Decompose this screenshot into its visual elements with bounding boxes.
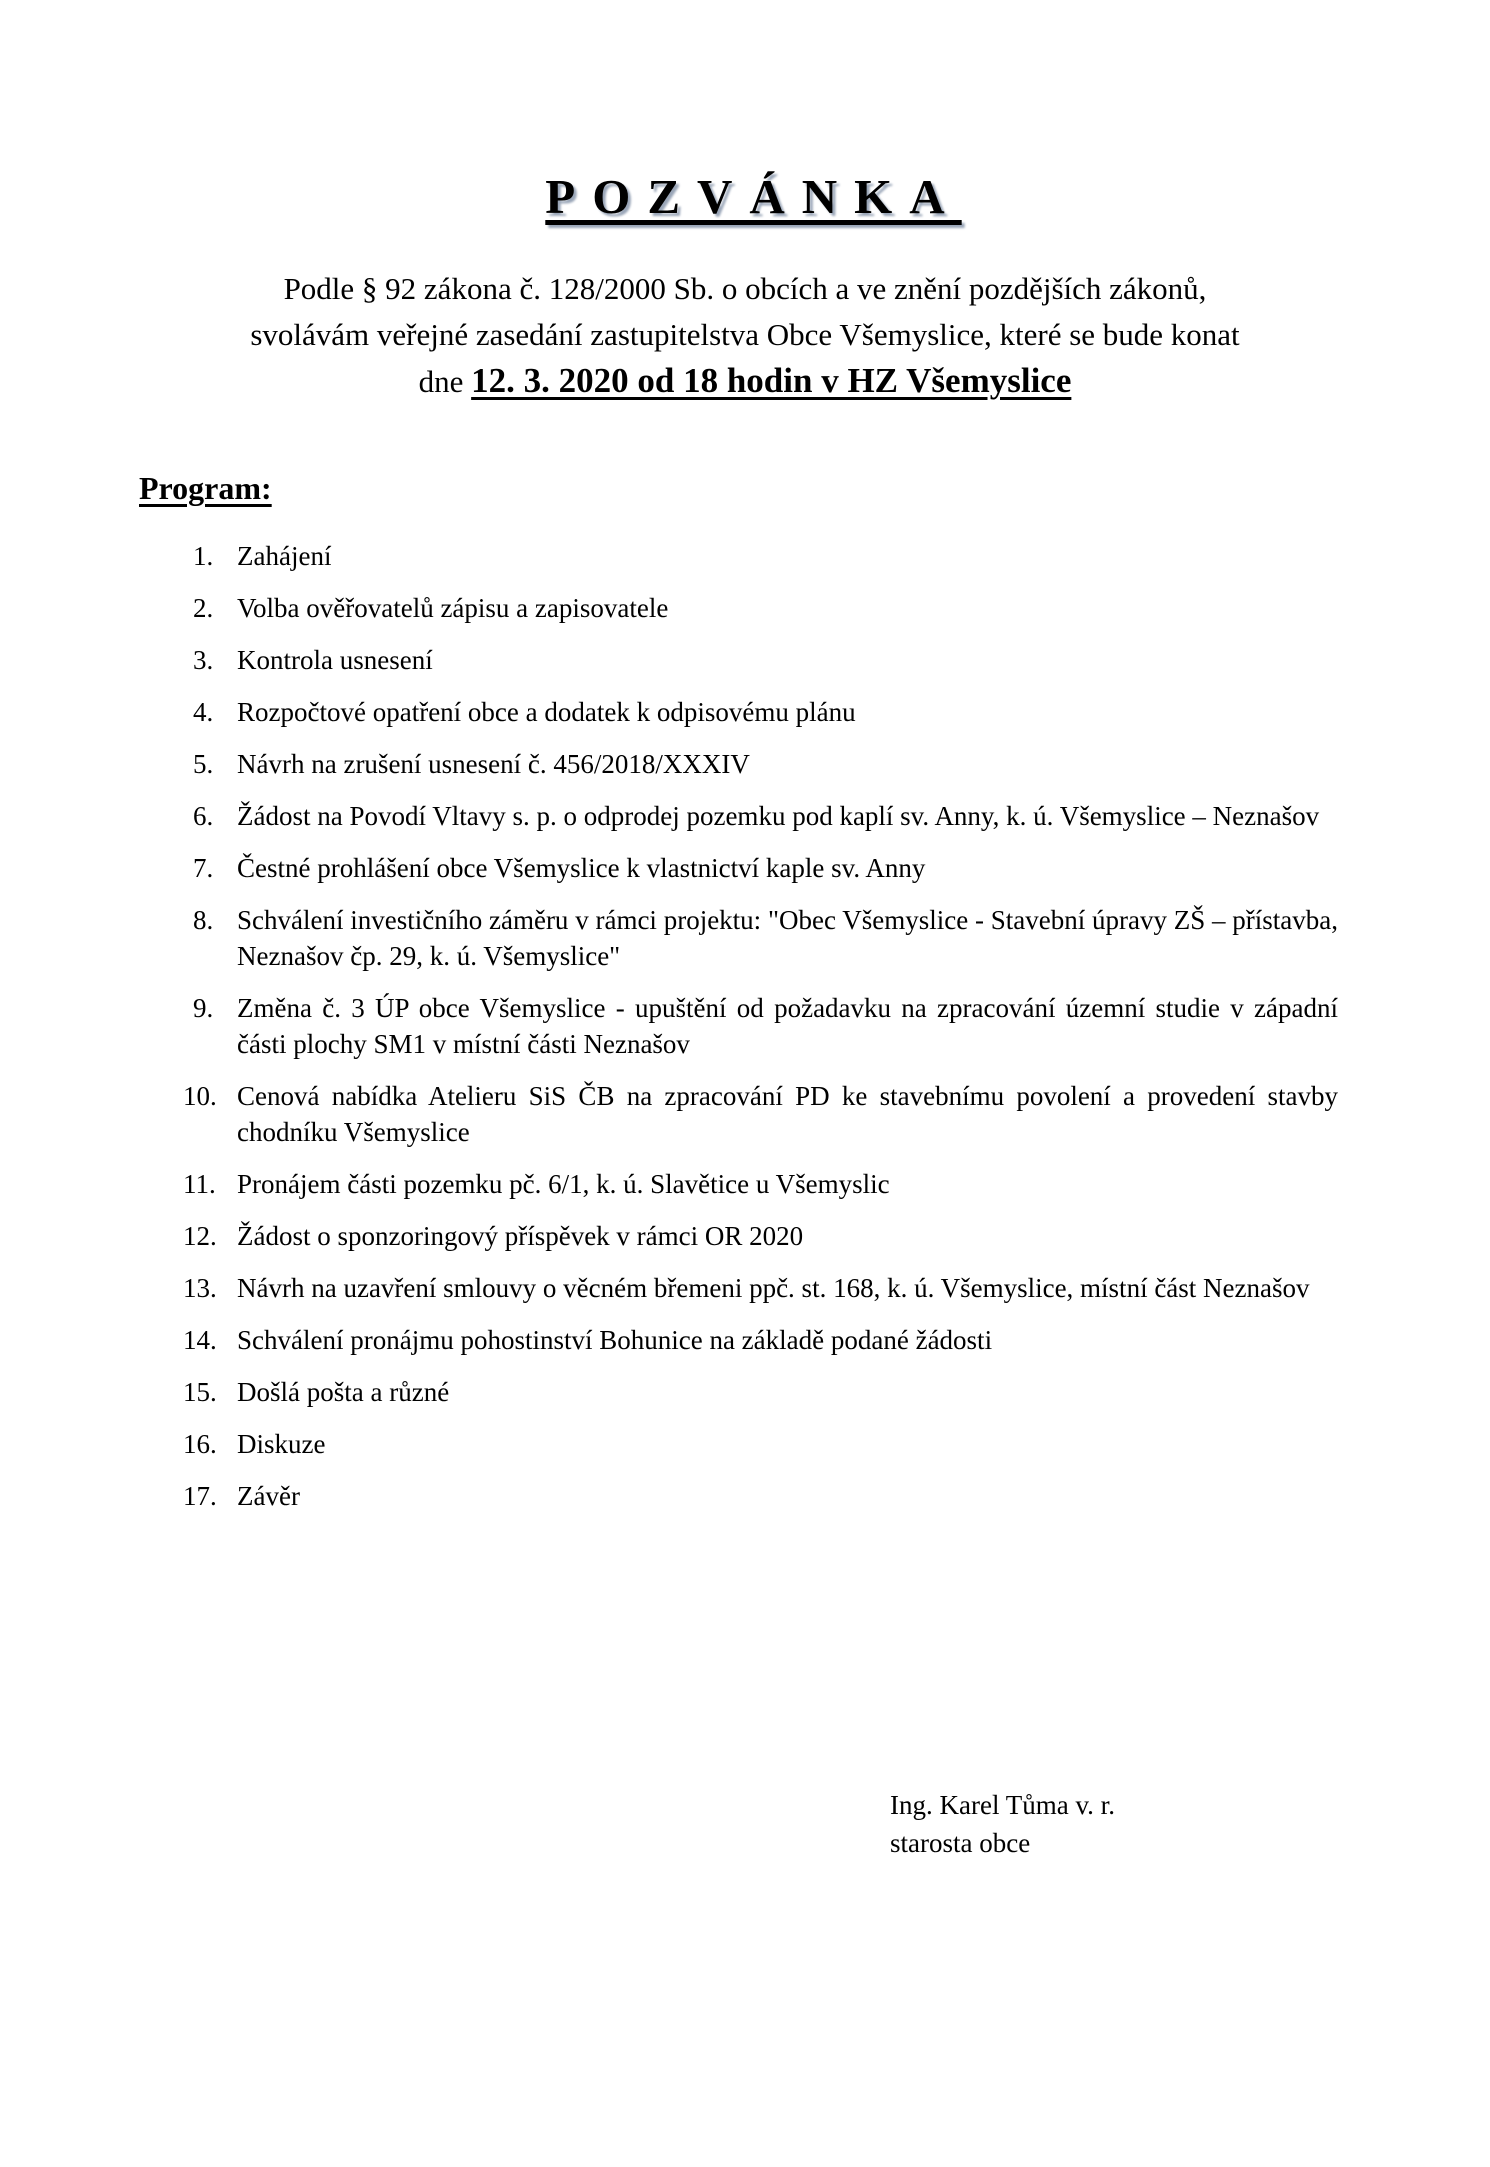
intro-date-prefix: dne bbox=[418, 364, 464, 399]
agenda-item bbox=[183, 798, 1338, 834]
agenda-item-text: Návrh na uzavření smlouvy o věcném břemeni ppč. st. 168, k. ú. Všemyslice, místní část Neznašov bbox=[237, 1273, 1310, 1303]
agenda-item-number: 6. bbox=[193, 801, 214, 831]
signatory-role: starosta obce bbox=[890, 1828, 1031, 1858]
agenda-item bbox=[183, 694, 1338, 730]
agenda-item-text: Schválení pronájmu pohostinství Bohunice na základě podané žádosti bbox=[237, 1325, 993, 1355]
agenda-list bbox=[183, 538, 1338, 1530]
agenda-item bbox=[183, 1218, 1338, 1254]
agenda-item bbox=[183, 1166, 1338, 1202]
agenda-item bbox=[183, 990, 1338, 1062]
agenda-item-text: Závěr bbox=[237, 1481, 300, 1511]
agenda-item bbox=[183, 1478, 1338, 1514]
program-heading: Program: bbox=[139, 470, 272, 506]
agenda-item-number: 15. bbox=[183, 1377, 217, 1407]
agenda-item-text: Čestné prohlášení obce Všemyslice k vlastnictví kaple sv. Anny bbox=[237, 853, 926, 883]
agenda-item-text: Pronájem části pozemku pč. 6/1, k. ú. Slavětice u Všemyslic bbox=[237, 1169, 890, 1199]
signature-block bbox=[890, 1786, 1115, 1862]
agenda-item-text: Schválení investičního záměru v rámci projektu: "Obec Všemyslice - Stavební úpravy ZŠ – přístavba, Neznašov čp. 29, k. ú. Všemyslice" bbox=[237, 905, 1338, 971]
agenda-item-text: Rozpočtové opatření obce a dodatek k odpisovému plánu bbox=[237, 697, 856, 727]
agenda-item-text: Návrh na zrušení usnesení č. 456/2018/XXXIV bbox=[237, 749, 750, 779]
agenda-item-number: 10. bbox=[183, 1081, 217, 1111]
agenda-item-number: 9. bbox=[193, 993, 214, 1023]
intro-paragraph bbox=[0, 266, 1490, 405]
agenda-item-text: Kontrola usnesení bbox=[237, 645, 433, 675]
agenda-item bbox=[183, 1374, 1338, 1410]
agenda-item-number: 13. bbox=[183, 1273, 217, 1303]
agenda-item bbox=[183, 1270, 1338, 1306]
agenda-item bbox=[183, 642, 1338, 678]
agenda-item-text: Došlá pošta a různé bbox=[237, 1377, 450, 1407]
agenda-item bbox=[183, 590, 1338, 626]
agenda-item-number: 3. bbox=[193, 645, 214, 675]
agenda-item-text: Cenová nabídka Atelieru SiS ČB na zpracování PD ke stavebnímu povolení a provedení stavby chodníku Všemyslice bbox=[237, 1081, 1338, 1147]
agenda-item-number: 8. bbox=[193, 905, 214, 935]
agenda-item-text: Diskuze bbox=[237, 1429, 326, 1459]
intro-line-1: Podle § 92 zákona č. 128/2000 Sb. o obcích a ve znění pozdějších zákonů, bbox=[283, 271, 1207, 306]
agenda-item-text: Zahájení bbox=[237, 541, 332, 571]
agenda-item-text: Žádost na Povodí Vltavy s. p. o odprodej pozemku pod kaplí sv. Anny, k. ú. Všemyslice – Neznašov bbox=[237, 801, 1320, 831]
agenda-item-text: Volba ověřovatelů zápisu a zapisovatele bbox=[237, 593, 669, 623]
agenda-item bbox=[183, 1322, 1338, 1358]
agenda-item-number: 16. bbox=[183, 1429, 217, 1459]
agenda-item bbox=[183, 538, 1338, 574]
agenda-item-number: 14. bbox=[183, 1325, 217, 1355]
intro-line-3 bbox=[0, 358, 1490, 405]
document-title bbox=[0, 168, 1490, 225]
agenda-item-number: 7. bbox=[193, 853, 214, 883]
agenda-item-number: 4. bbox=[193, 697, 214, 727]
intro-line-2: svolávám veřejné zasedání zastupitelstva Obce Všemyslice, které se bude konat bbox=[250, 317, 1240, 352]
agenda-item-number: 11. bbox=[183, 1169, 216, 1199]
title-text: POZVÁNKA bbox=[545, 169, 962, 224]
agenda-item bbox=[183, 1078, 1338, 1150]
agenda-item-number: 1. bbox=[193, 541, 214, 571]
meeting-date-location: 12. 3. 2020 od 18 hodin v HZ Všemyslice bbox=[471, 361, 1072, 400]
agenda-item-text: Žádost o sponzoringový příspěvek v rámci OR 2020 bbox=[237, 1221, 804, 1251]
agenda-item bbox=[183, 1426, 1338, 1462]
agenda-item-number: 17. bbox=[183, 1481, 217, 1511]
agenda-item bbox=[183, 746, 1338, 782]
agenda-item bbox=[183, 850, 1338, 886]
agenda-item-number: 5. bbox=[193, 749, 214, 779]
agenda-item-number: 2. bbox=[193, 593, 214, 623]
signatory-name: Ing. Karel Tůma v. r. bbox=[890, 1790, 1115, 1820]
agenda-item bbox=[183, 902, 1338, 974]
agenda-item-number: 12. bbox=[183, 1221, 217, 1251]
agenda-item-text: Změna č. 3 ÚP obce Všemyslice - upuštění od požadavku na zpracování územní studie v západní části plochy SM1 v místní části Neznašov bbox=[237, 993, 1338, 1059]
